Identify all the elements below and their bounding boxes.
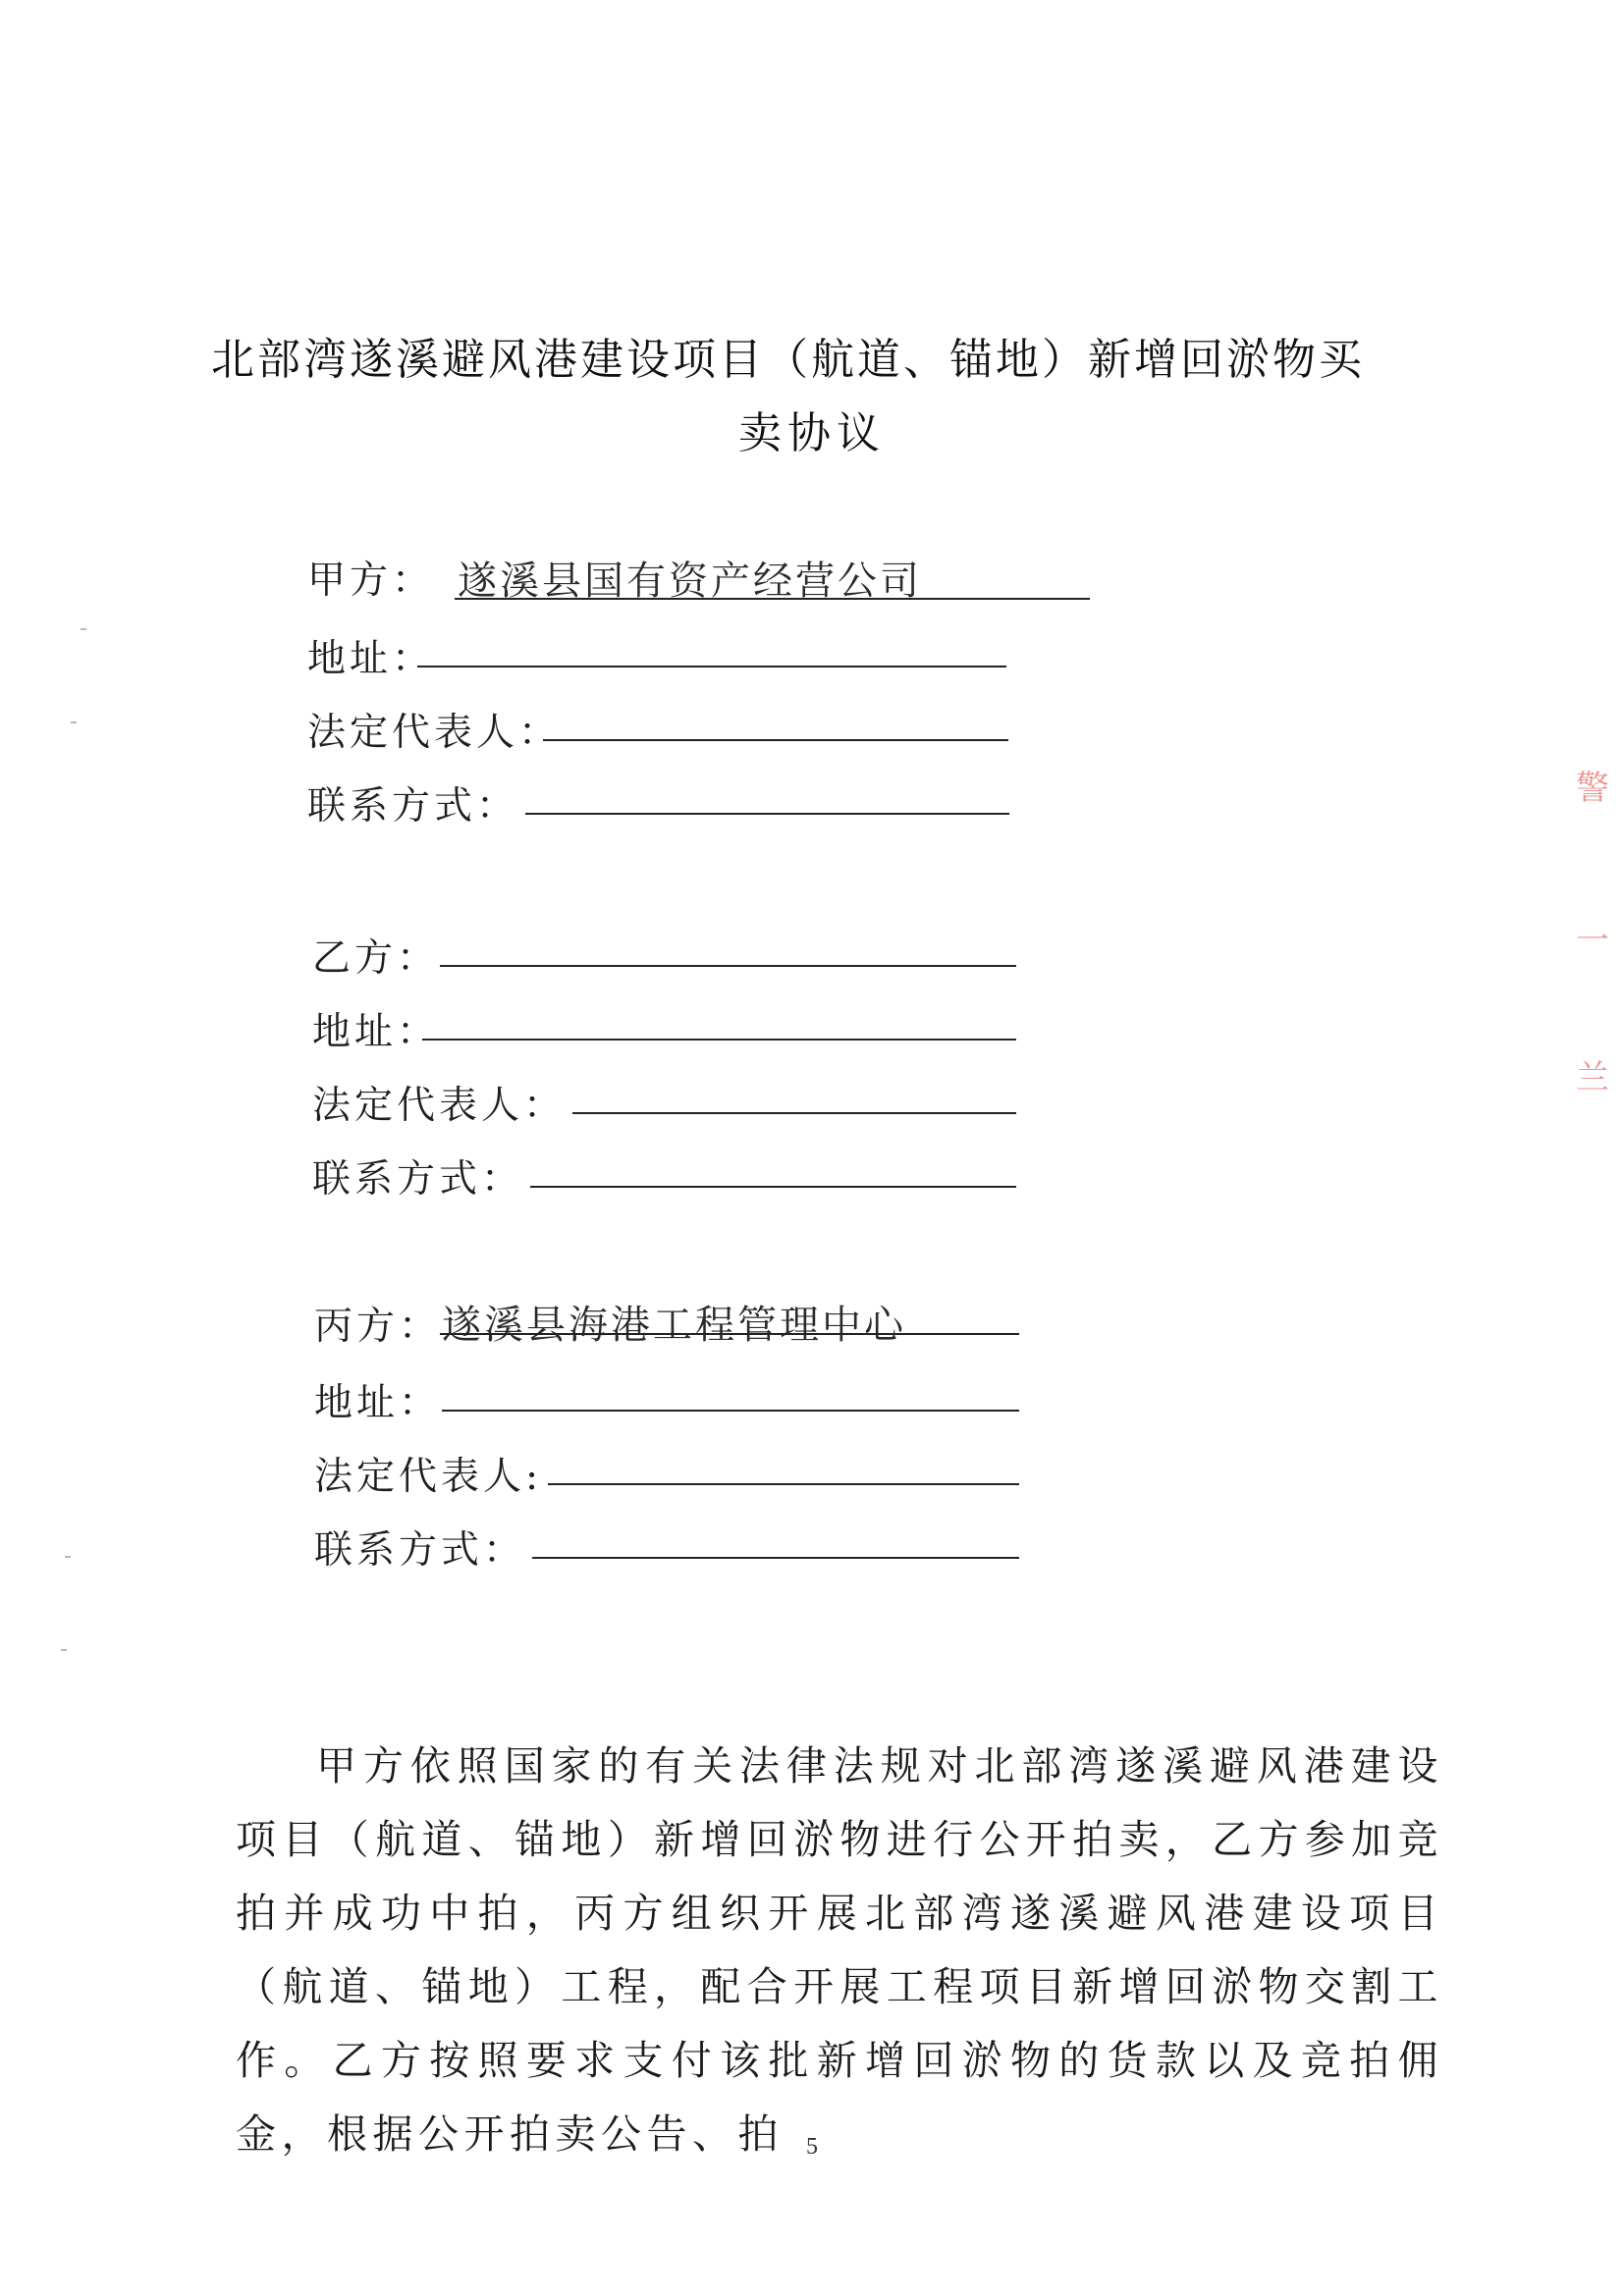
document-title-line-2: 卖协议 — [738, 408, 886, 458]
party-a-rep-label: 法定代表人： — [307, 711, 562, 755]
party-c-row — [314, 1296, 1198, 1349]
document-title-line-1: 北部湾遂溪避风港建设项目（航道、锚地）新增回淤物买 — [211, 335, 1365, 385]
party-a-address-line — [417, 666, 1006, 667]
party-c-contact-row — [314, 1520, 1198, 1573]
party-b-address-row — [312, 1001, 1196, 1054]
party-c-address-line — [442, 1410, 1019, 1412]
party-b-row — [312, 928, 1196, 981]
party-a-contact-label: 联系方式： — [307, 784, 519, 828]
party-c-address-row — [314, 1372, 1198, 1425]
party-b-label: 乙方： — [312, 936, 440, 981]
party-a-rep-row — [307, 702, 1191, 755]
party-b-contact-row — [312, 1148, 1196, 1201]
party-c-address-label: 地址： — [314, 1381, 442, 1425]
party-a-contact-row — [307, 775, 1191, 828]
party-a-name-line — [455, 598, 1090, 600]
party-b-rep-line — [572, 1112, 1016, 1114]
party-c-name: 遂溪县海港工程管理中心 — [442, 1303, 906, 1348]
party-a-address-row — [307, 628, 1191, 681]
seal-char-2: 一 — [1576, 921, 1609, 960]
party-a-row — [307, 550, 1191, 604]
party-c-contact-label: 联系方式： — [314, 1528, 526, 1573]
scan-speck — [81, 628, 86, 630]
party-c-contact-line — [532, 1557, 1019, 1559]
party-b-rep-row — [312, 1075, 1196, 1128]
party-b-contact-line — [530, 1186, 1016, 1188]
party-c-rep-line — [548, 1483, 1019, 1485]
party-c-label: 丙方： — [314, 1305, 442, 1349]
party-a-label: 甲方： — [307, 559, 435, 603]
page-number: 5 — [806, 2134, 818, 2160]
party-c-rep-row — [314, 1446, 1198, 1499]
party-b-contact-label: 联系方式： — [312, 1157, 524, 1201]
party-a-name: 遂溪县国有资产经营公司 — [458, 559, 922, 604]
seal-char-1: 警 — [1576, 769, 1609, 808]
body-paragraph: 甲方依照国家的有关法律法规对北部湾遂溪避风港建设项目（航道、锚地）新增回淤物进行公开拍卖，乙方参加竞拍并成功中拍，丙方组织开展北部湾遂溪避风港建设项目（航道、锚地）工程，配合开展工程项目新增回淤物交割工作。乙方按照要求支付该批新增回淤物的货款以及竞拍佣金，根据公开拍卖公告、拍 — [236, 1742, 1443, 2158]
party-b-address-line — [422, 1039, 1016, 1041]
scan-speck — [71, 721, 77, 723]
party-b-name-line — [440, 965, 1016, 967]
seal-char-3: 兰 — [1576, 1058, 1609, 1097]
scan-speck — [61, 1649, 67, 1651]
party-b-address-label: 地址： — [312, 1010, 440, 1054]
party-a-contact-line — [525, 813, 1009, 815]
party-c-name-line — [440, 1333, 1019, 1335]
party-c-rep-label: 法定代表人: — [314, 1455, 543, 1499]
party-a-rep-line — [543, 739, 1008, 741]
scan-speck — [65, 1556, 71, 1558]
party-b-rep-label: 法定代表人： — [312, 1084, 567, 1128]
party-a-address-label: 地址： — [307, 637, 435, 681]
